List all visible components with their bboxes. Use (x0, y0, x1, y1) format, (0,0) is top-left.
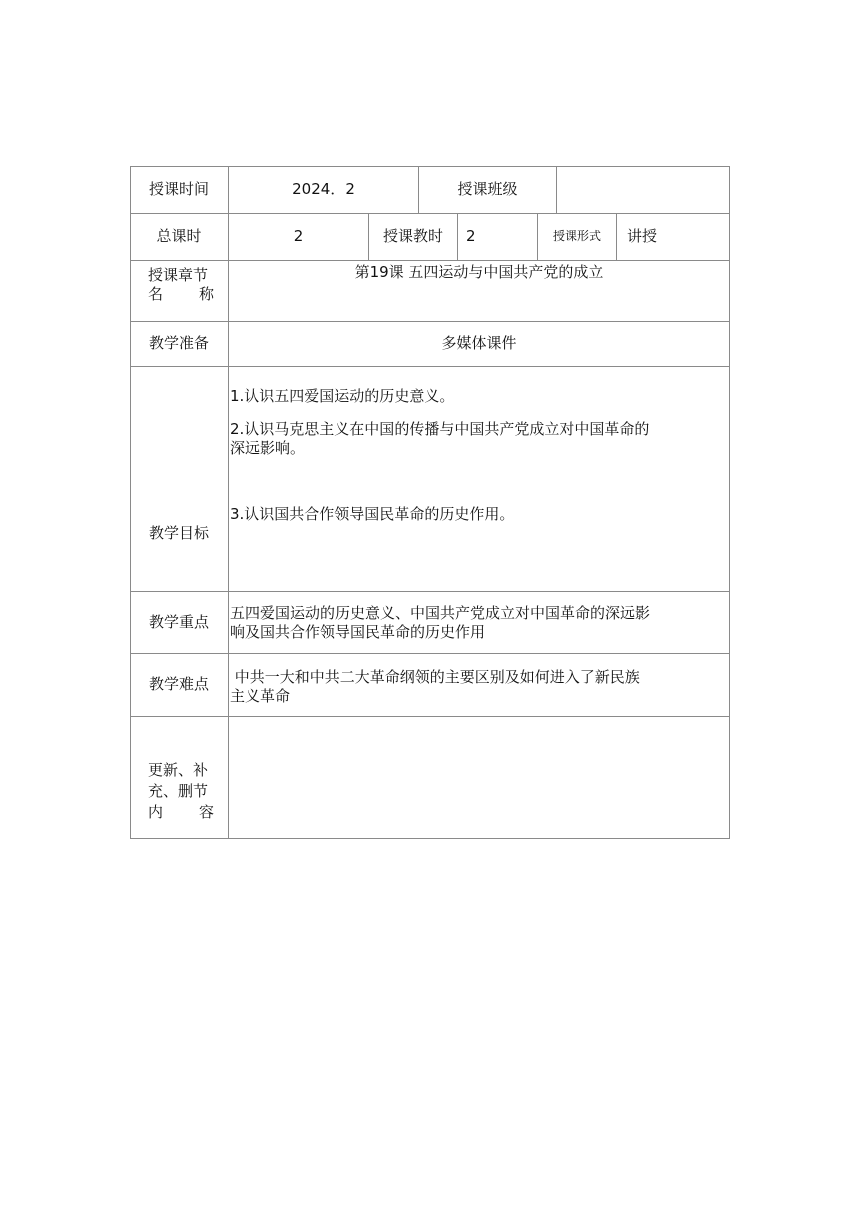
difficulty-line-2: 主义革命 (230, 687, 291, 705)
total-hours-value: 2 (293, 227, 304, 245)
goal-1: 1.认识五四爱国运动的历史意义。 (230, 387, 455, 405)
update-label-line3 (148, 803, 214, 822)
goals-label: 教学目标 (148, 524, 209, 542)
chapter-label-char: 名 (148, 285, 164, 303)
column-divider (457, 213, 458, 260)
table-border-left (130, 166, 131, 839)
time-value: 2024．2 (292, 180, 355, 198)
key-points-label: 教学重点 (148, 612, 209, 631)
table-border-right (729, 166, 730, 839)
update-label-line1: 更新、补 (148, 761, 209, 779)
update-label-line2: 充、删节 (148, 782, 209, 800)
form-value: 讲授 (627, 227, 658, 245)
table-border-bottom (130, 838, 730, 839)
chapter-label-char: 称 (198, 285, 214, 303)
prep-value: 多媒体课件 (441, 334, 517, 352)
difficulty-label: 教学难点 (148, 675, 209, 693)
teaching-hours-label: 授课教时 (382, 227, 443, 245)
goal-2-line-1: 2.认识马克思主义在中国的传播与中国共产党成立对中国革命的 (230, 420, 650, 438)
goal-2-line-2: 深远影响。 (230, 439, 306, 457)
row-divider (130, 366, 730, 367)
teaching-hours-value: 2 (466, 227, 476, 245)
chapter-label-line1: 授课章节 (148, 266, 209, 284)
row-divider (130, 260, 730, 261)
prep-label: 教学准备 (148, 334, 209, 352)
total-hours-label: 总课时 (156, 227, 202, 245)
difficulty-line-1: 中共一大和中共二大革命纲领的主要区别及如何进入了新民族 (230, 668, 640, 686)
key-points-line-1: 五四爱国运动的历史意义、中国共产党成立对中国革命的深远影 (230, 604, 651, 622)
chapter-label-line2 (148, 285, 214, 304)
update-value (229, 717, 729, 838)
update-label-char: 内 (148, 803, 164, 821)
goal-3: 3.认识国共合作领导国民革命的历史作用。 (230, 505, 515, 523)
form-label: 授课形式 (552, 229, 601, 243)
time-label: 授课时间 (148, 180, 209, 198)
update-label-char: 容 (198, 803, 214, 821)
column-divider (616, 213, 617, 260)
key-points-line-2: 响及国共合作领导国民革命的历史作用 (230, 623, 486, 641)
class-value (557, 166, 729, 213)
chapter-value: 第19课 五四运动与中国共产党的成立 (354, 263, 604, 281)
class-label: 授课班级 (457, 180, 518, 198)
